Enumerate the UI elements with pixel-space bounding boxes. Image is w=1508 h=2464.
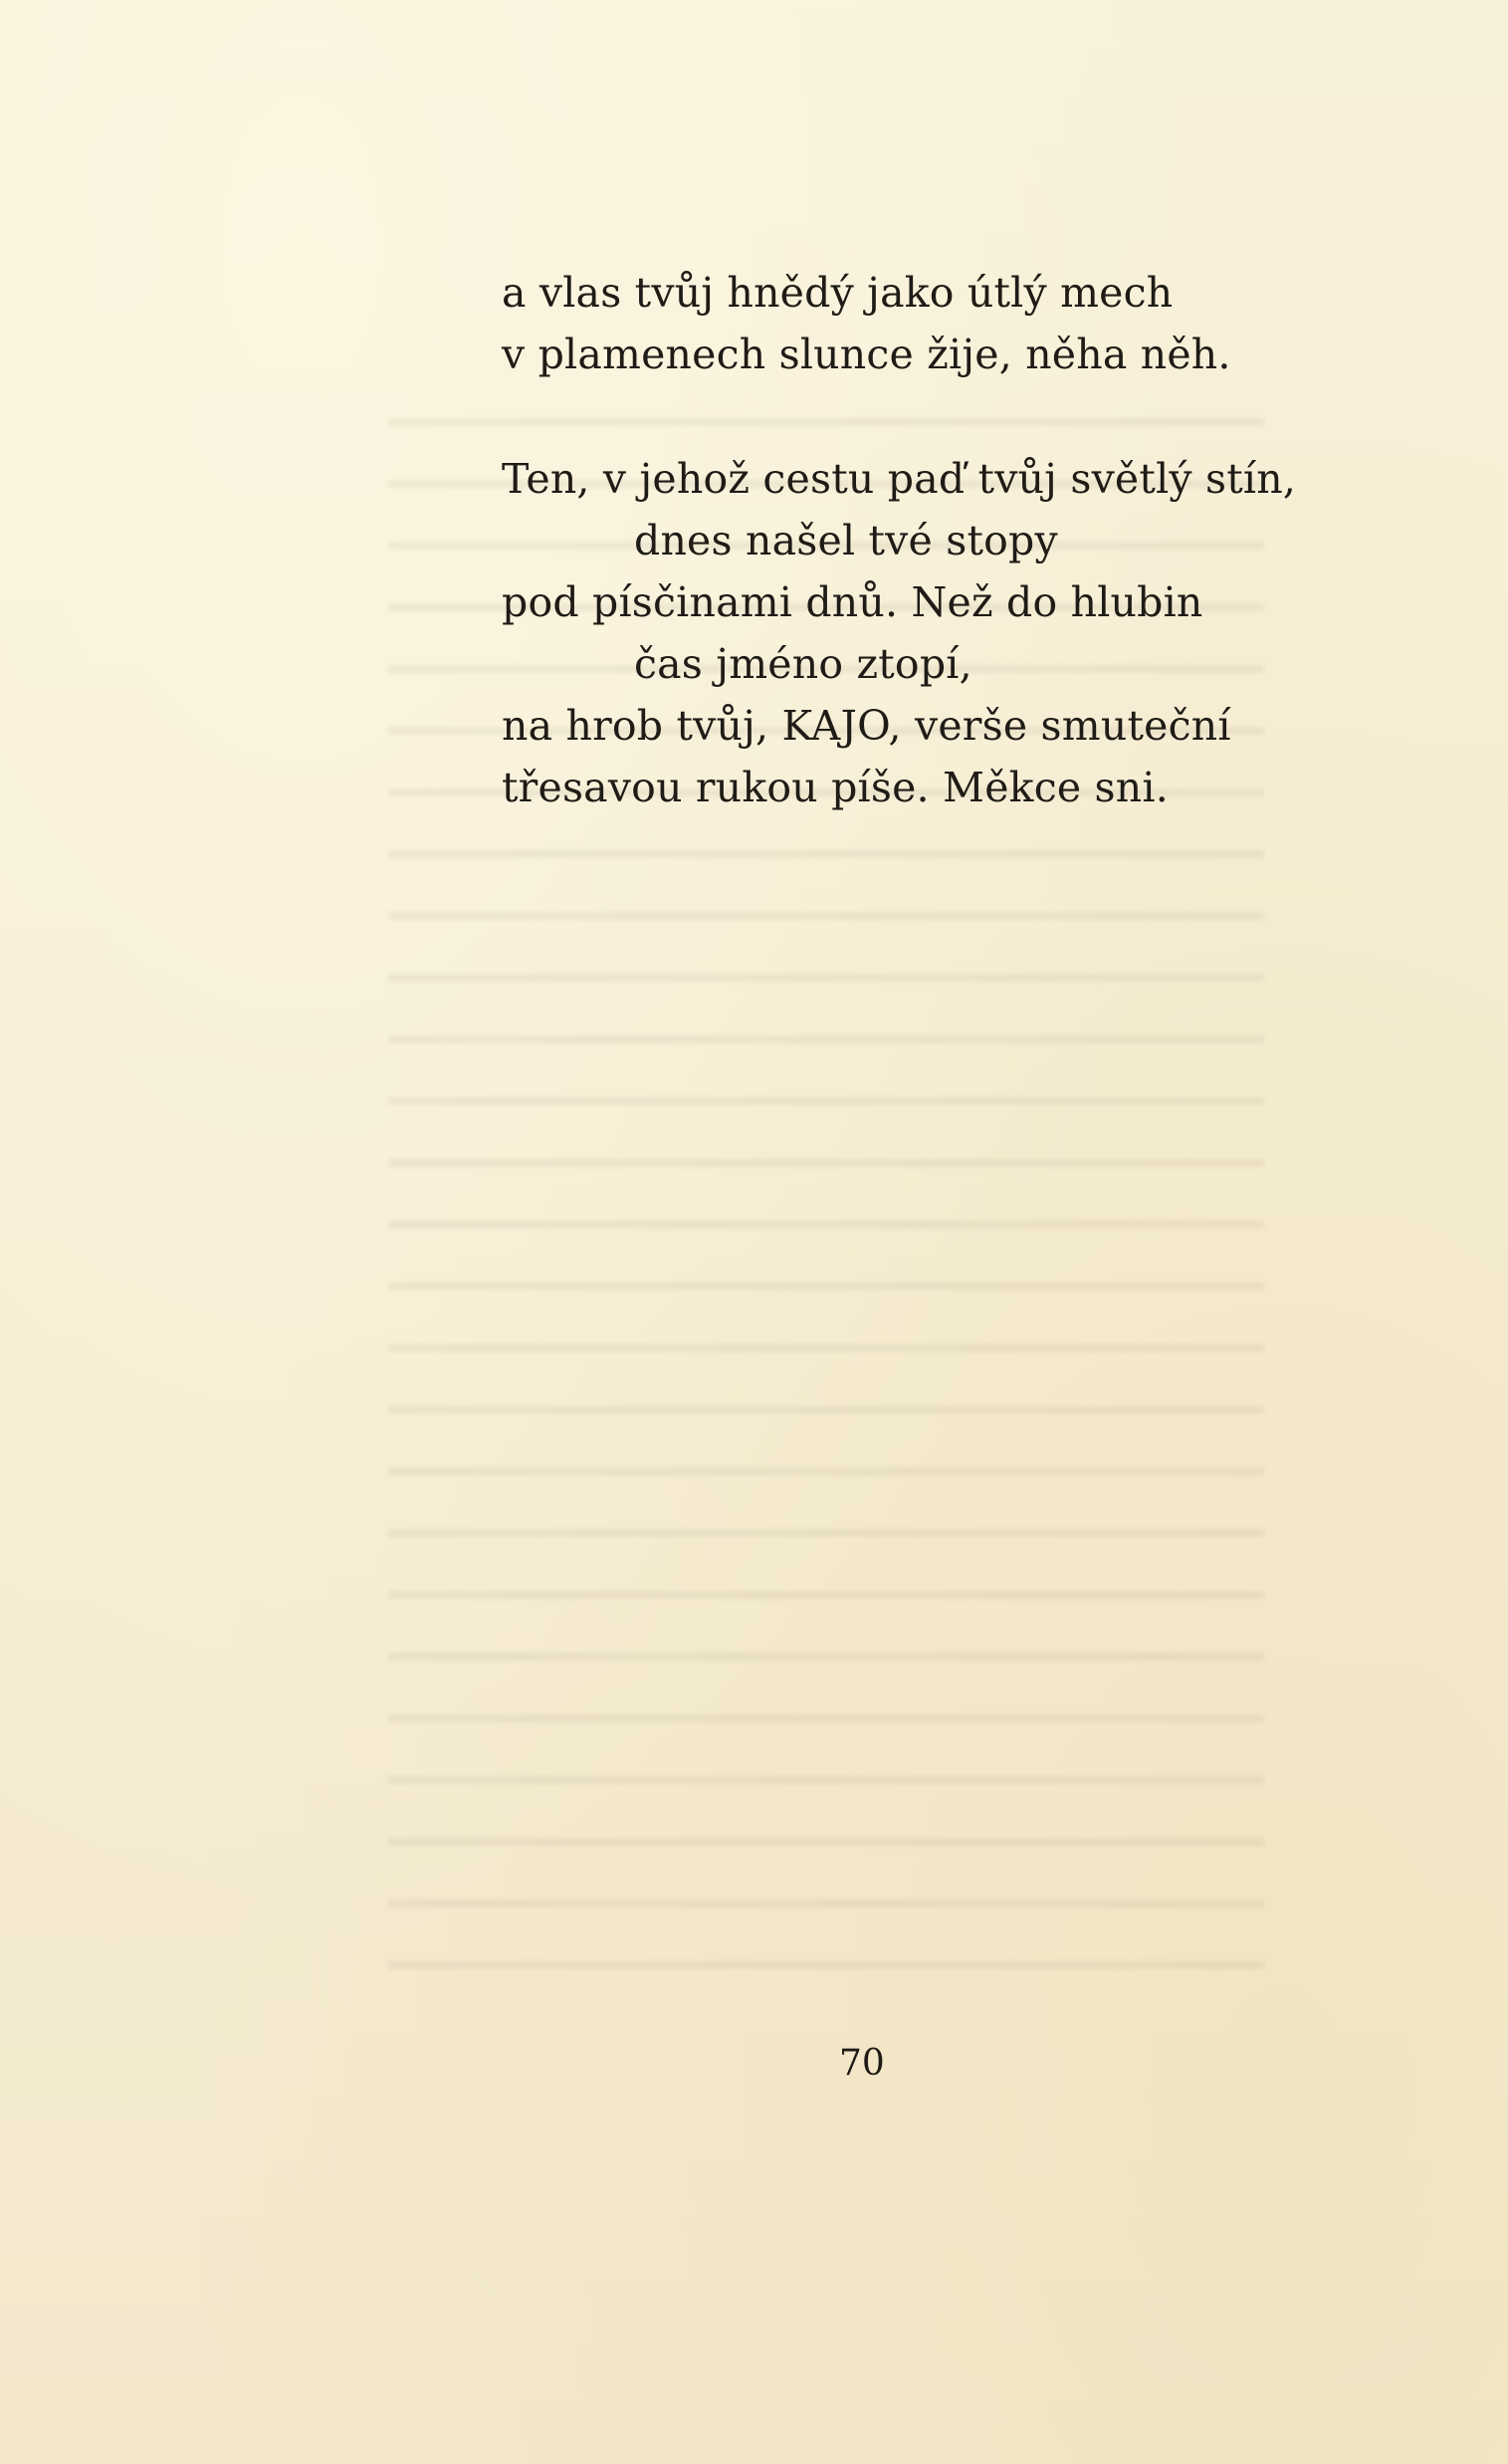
stanza-1 (502, 262, 1358, 385)
verse-line-indented: čas jméno ztopí, (634, 640, 972, 688)
verse-line: na hrob tvůj, KAJO, verše smuteční (502, 702, 1231, 750)
stanza-2 (502, 448, 1358, 818)
verse-line: Ten, v jehož cestu paď tvůj světlý stín, (502, 455, 1297, 503)
verse-line: třesavou rukou píše. Měkce sni. (502, 764, 1169, 811)
verse-line: a vlas tvůj hnědý jako útlý mech (502, 269, 1174, 317)
page-number: 70 (839, 2043, 885, 2084)
verse-line: pod písčinami dnů. Než do hlubin (502, 578, 1203, 626)
stanza-break (502, 385, 1358, 448)
verse-line: v plamenech slunce žije, něha něh. (502, 331, 1231, 378)
verse-line-indented: dnes našel tvé stopy (634, 517, 1058, 564)
poem-text (502, 262, 1358, 818)
